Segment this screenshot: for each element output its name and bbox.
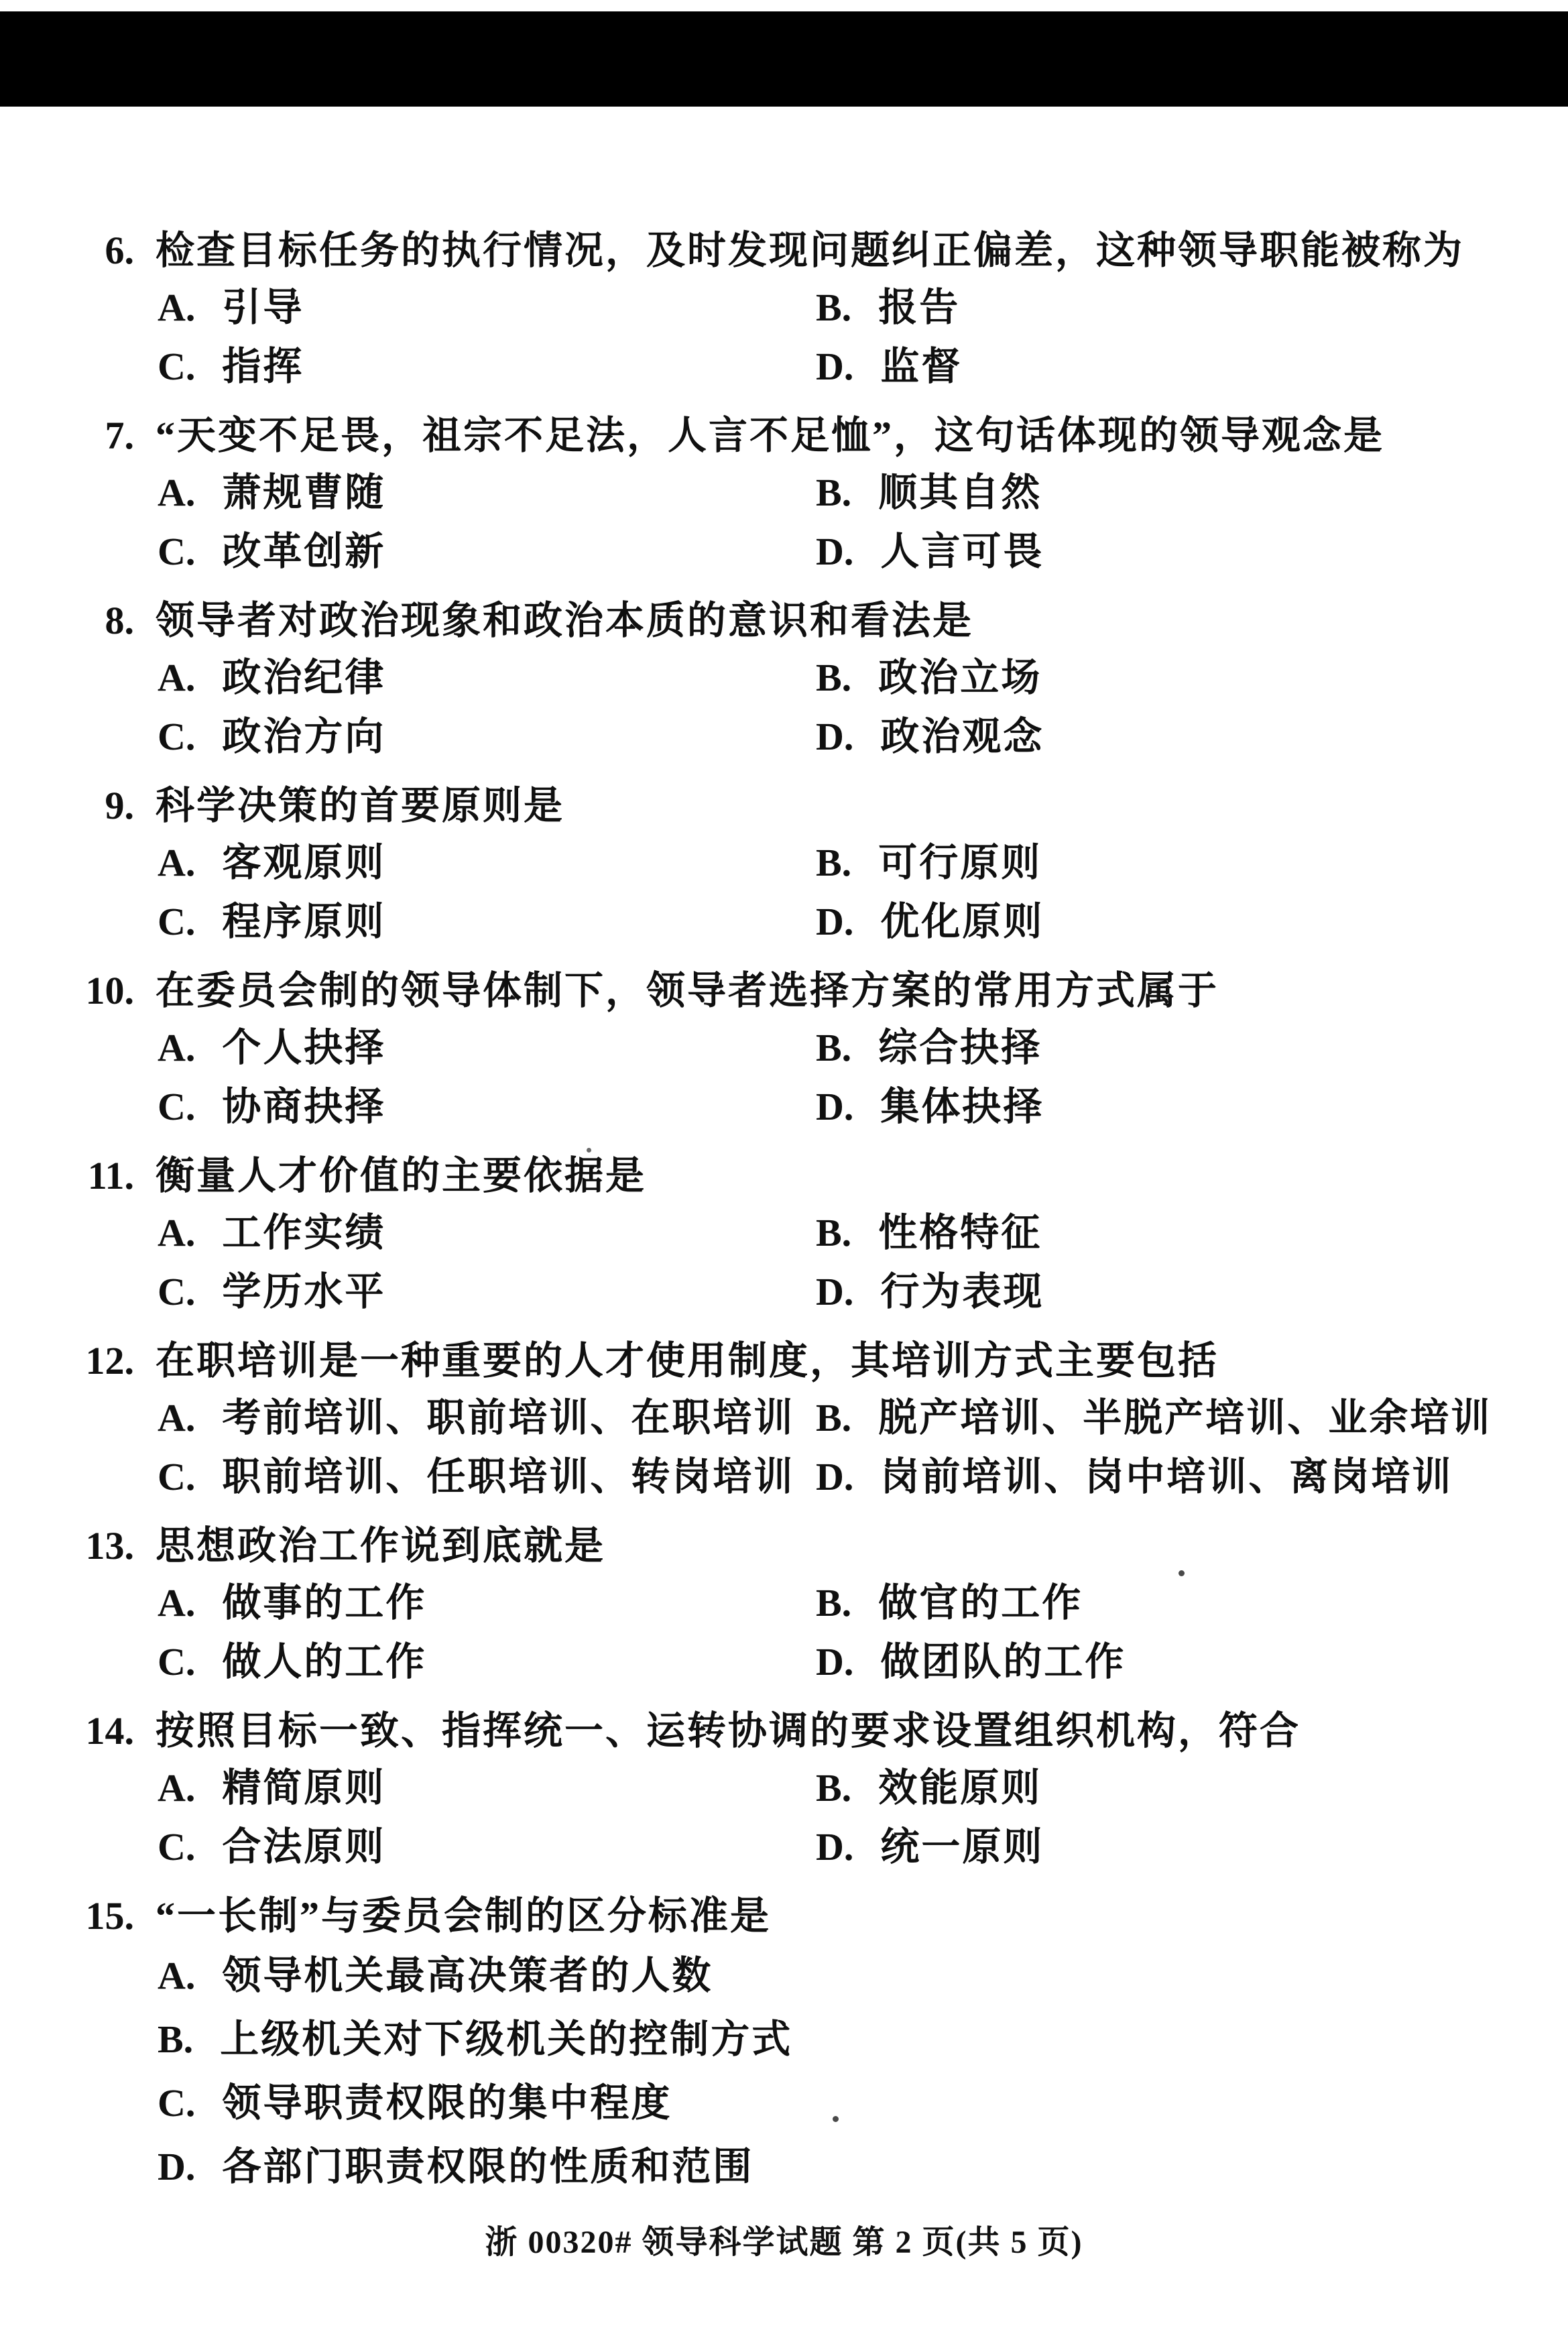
option-text: 做官的工作 <box>878 1581 1083 1625</box>
option-b <box>816 646 1042 702</box>
option-text: 客观原则 <box>222 841 386 884</box>
option-d <box>816 1630 1126 1686</box>
question-number: 11. <box>87 1154 134 1197</box>
option-label: A. <box>158 471 196 514</box>
option-label: A. <box>158 1581 196 1625</box>
question-stem: 思想政治工作说到底就是 <box>156 1524 606 1568</box>
question-stem: 衡量人才价值的主要依据是 <box>156 1154 647 1197</box>
options-row-ab <box>158 1755 1568 1814</box>
question-stem-row <box>0 1893 1568 1940</box>
question-7 <box>0 412 1568 577</box>
options-row-cd <box>158 333 1568 392</box>
option-label: A. <box>158 656 196 699</box>
question-number: 10. <box>85 969 134 1012</box>
option-b <box>158 2007 792 2064</box>
option-label: A. <box>158 1396 196 1439</box>
question-stem: 领导者对政治现象和政治本质的意识和看法是 <box>156 599 974 642</box>
option-label: A. <box>158 1211 196 1254</box>
option-label: B. <box>816 286 852 329</box>
option-text: 监督 <box>880 345 963 388</box>
option-text: 合法原则 <box>222 1825 386 1869</box>
option-text: 改革创新 <box>222 530 386 573</box>
option-label: D. <box>816 1085 854 1128</box>
option-label: D. <box>816 715 854 758</box>
question-stem-row <box>0 1153 1568 1199</box>
scan-speck <box>587 1148 591 1153</box>
page-footer: 浙 00320# 领导科学试题 第 2 页(共 5 页) <box>485 2225 1083 2260</box>
option-c <box>158 1445 816 1501</box>
question-number: 8. <box>105 599 134 642</box>
option-text: 综合抉择 <box>878 1026 1042 1069</box>
option-d <box>816 1075 1044 1131</box>
option-label: B. <box>816 656 852 699</box>
question-stem: 按照目标一致、指挥统一、运转协调的要求设置组织机构，符合 <box>156 1709 1301 1753</box>
option-text: 政治纪律 <box>222 656 386 699</box>
question-stem: 检查目标任务的执行情况，及时发现问题纠正偏差，这种领导职能被称为 <box>156 229 1465 272</box>
question-stem-row <box>0 967 1568 1014</box>
option-label: D. <box>816 1455 854 1498</box>
option-text: 做团队的工作 <box>880 1640 1126 1684</box>
option-label: D. <box>816 530 854 573</box>
question-number: 12. <box>85 1339 134 1383</box>
question-number: 13. <box>85 1524 134 1568</box>
option-b <box>816 1016 1042 1072</box>
options-row-b <box>158 2003 1568 2067</box>
question-8 <box>0 597 1568 762</box>
option-text: 政治方向 <box>222 715 386 758</box>
options-row-ab <box>158 829 1568 888</box>
option-label: C. <box>158 1085 196 1128</box>
option-text: 报告 <box>878 286 961 329</box>
options-row-cd <box>158 1444 1568 1503</box>
option-text: 做人的工作 <box>222 1640 427 1684</box>
options-row-cd <box>158 888 1568 947</box>
option-a <box>158 1756 816 1812</box>
option-label: C. <box>158 2080 196 2125</box>
option-label: C. <box>158 345 196 388</box>
options-row-cd <box>158 703 1568 762</box>
option-label: D. <box>816 345 854 388</box>
option-text: 集体抉择 <box>880 1085 1044 1128</box>
option-text: 性格特征 <box>878 1211 1042 1254</box>
option-text: 上级机关对下级机关的控制方式 <box>220 2017 793 2061</box>
option-d <box>816 1260 1044 1316</box>
option-b <box>816 1756 1042 1812</box>
option-label: A. <box>158 1953 196 1997</box>
question-stem: 科学决策的首要原则是 <box>156 784 565 827</box>
option-text: 个人抉择 <box>222 1026 386 1069</box>
question-6 <box>0 227 1568 392</box>
option-label: A. <box>158 841 196 884</box>
option-b <box>816 1386 1492 1442</box>
option-text: 政治立场 <box>878 656 1042 699</box>
option-label: C. <box>158 530 196 573</box>
option-d <box>816 520 1044 576</box>
option-label: A. <box>158 1026 196 1069</box>
option-c <box>158 1815 816 1871</box>
question-9 <box>0 782 1568 947</box>
options-row-a <box>158 1940 1568 2003</box>
option-c <box>158 1075 816 1131</box>
option-text: 精简原则 <box>222 1766 386 1810</box>
question-stem-row <box>0 1523 1568 1570</box>
question-stem-row <box>0 227 1568 274</box>
option-label: D. <box>816 1825 854 1869</box>
option-c <box>158 335 816 391</box>
question-10 <box>0 967 1568 1132</box>
options-row-cd <box>158 1258 1568 1317</box>
option-label: B. <box>816 1396 852 1439</box>
option-label: D. <box>816 900 854 943</box>
option-d <box>816 1815 1044 1871</box>
question-stem-row <box>0 412 1568 459</box>
options-row-cd <box>158 1073 1568 1132</box>
question-number: 15. <box>85 1894 134 1938</box>
option-label: C. <box>158 1825 196 1869</box>
option-d <box>816 1445 1453 1501</box>
options-row-ab <box>158 1199 1568 1258</box>
question-stem-row <box>0 597 1568 644</box>
option-b <box>816 1571 1083 1627</box>
options-row-ab <box>158 274 1568 333</box>
option-text: 指挥 <box>222 345 304 388</box>
option-c <box>158 705 816 761</box>
scan-speck <box>1179 1570 1185 1576</box>
option-a <box>158 1016 816 1072</box>
question-stem-row <box>0 1708 1568 1755</box>
options-row-c <box>158 2067 1568 2131</box>
option-label: B. <box>816 1026 852 1069</box>
option-text: 学历水平 <box>222 1270 386 1313</box>
option-label: C. <box>158 900 196 943</box>
options-row-ab <box>158 1570 1568 1629</box>
options-row-ab <box>158 644 1568 703</box>
question-stem: 在职培训是一种重要的人才使用制度，其培训方式主要包括 <box>156 1339 1219 1383</box>
option-text: 萧规曹随 <box>222 471 386 514</box>
option-d <box>816 335 962 391</box>
option-label: D. <box>158 2144 196 2188</box>
scan-speck <box>833 2116 839 2122</box>
option-text: 脱产培训、半脱产培训、业余培训 <box>878 1396 1492 1439</box>
question-13 <box>0 1523 1568 1688</box>
option-text: 考前培训、职前培训、在职培训 <box>222 1396 795 1439</box>
options-row-ab <box>158 459 1568 518</box>
question-stem: 在委员会制的领导体制下，领导者选择方案的常用方式属于 <box>156 969 1219 1012</box>
option-c <box>158 890 816 946</box>
option-text: 顺其自然 <box>878 471 1042 514</box>
question-stem: “一长制”与委员会制的区分标准是 <box>156 1894 772 1938</box>
option-text: 优化原则 <box>880 900 1044 943</box>
option-label: A. <box>158 286 196 329</box>
option-text: 协商抉择 <box>222 1085 386 1128</box>
question-15 <box>0 1893 1568 2194</box>
option-b <box>816 831 1042 887</box>
option-text: 领导机关最高决策者的人数 <box>222 1953 713 1997</box>
option-text: 程序原则 <box>222 900 386 943</box>
option-d <box>158 2135 753 2191</box>
option-a <box>158 831 816 887</box>
option-c <box>158 520 816 576</box>
option-text: 统一原则 <box>880 1825 1044 1869</box>
option-a <box>158 1201 816 1257</box>
scan-header-band <box>0 11 1568 107</box>
option-label: C. <box>158 715 196 758</box>
option-b <box>816 276 960 332</box>
option-text: 可行原则 <box>878 841 1042 884</box>
option-label: D. <box>816 1270 854 1313</box>
option-label: A. <box>158 1766 196 1810</box>
question-number: 6. <box>105 229 134 272</box>
option-b <box>816 461 1042 517</box>
option-b <box>816 1201 1042 1257</box>
exam-page-body <box>0 227 1568 2215</box>
option-a <box>158 1571 816 1627</box>
option-text: 引导 <box>222 286 304 329</box>
options-row-d <box>158 2131 1568 2194</box>
option-label: B. <box>816 1581 852 1625</box>
option-label: D. <box>816 1640 854 1684</box>
option-text: 人言可畏 <box>880 530 1044 573</box>
option-c <box>158 2071 672 2127</box>
option-a <box>158 276 816 332</box>
option-text: 政治观念 <box>880 715 1044 758</box>
option-label: B. <box>816 471 852 514</box>
option-text: 岗前培训、岗中培训、离岗培训 <box>880 1455 1453 1498</box>
option-d <box>816 890 1044 946</box>
option-a <box>158 1944 713 2000</box>
question-stem-row <box>0 782 1568 829</box>
option-text: 职前培训、任职培训、转岗培训 <box>222 1455 795 1498</box>
question-stem: “天变不足畏，祖宗不足法，人言不足恤”，这句话体现的领导观念是 <box>156 414 1385 457</box>
options-row-cd <box>158 518 1568 577</box>
option-label: C. <box>158 1455 196 1498</box>
question-11 <box>0 1153 1568 1317</box>
question-number: 14. <box>85 1709 134 1753</box>
option-label: B. <box>158 2017 194 2061</box>
option-text: 工作实绩 <box>222 1211 386 1254</box>
option-a <box>158 646 816 702</box>
options-row-ab <box>158 1014 1568 1073</box>
option-a <box>158 461 816 517</box>
question-14 <box>0 1708 1568 1873</box>
option-text: 领导职责权限的集中程度 <box>222 2080 672 2125</box>
option-label: C. <box>158 1640 196 1684</box>
option-label: B. <box>816 1211 852 1254</box>
question-number: 7. <box>105 414 134 457</box>
option-label: C. <box>158 1270 196 1313</box>
options-row-cd <box>158 1629 1568 1688</box>
option-text: 行为表现 <box>880 1270 1044 1313</box>
option-c <box>158 1260 816 1316</box>
option-text: 效能原则 <box>878 1766 1042 1810</box>
option-a <box>158 1386 816 1442</box>
options-row-ab <box>158 1385 1568 1444</box>
option-d <box>816 705 1044 761</box>
option-text: 做事的工作 <box>222 1581 427 1625</box>
options-row-cd <box>158 1814 1568 1873</box>
question-12 <box>0 1338 1568 1503</box>
option-c <box>158 1630 816 1686</box>
option-text: 各部门职责权限的性质和范围 <box>222 2144 754 2188</box>
question-stem-row <box>0 1338 1568 1385</box>
question-number: 9. <box>105 784 134 827</box>
option-label: B. <box>816 1766 852 1810</box>
option-label: B. <box>816 841 852 884</box>
